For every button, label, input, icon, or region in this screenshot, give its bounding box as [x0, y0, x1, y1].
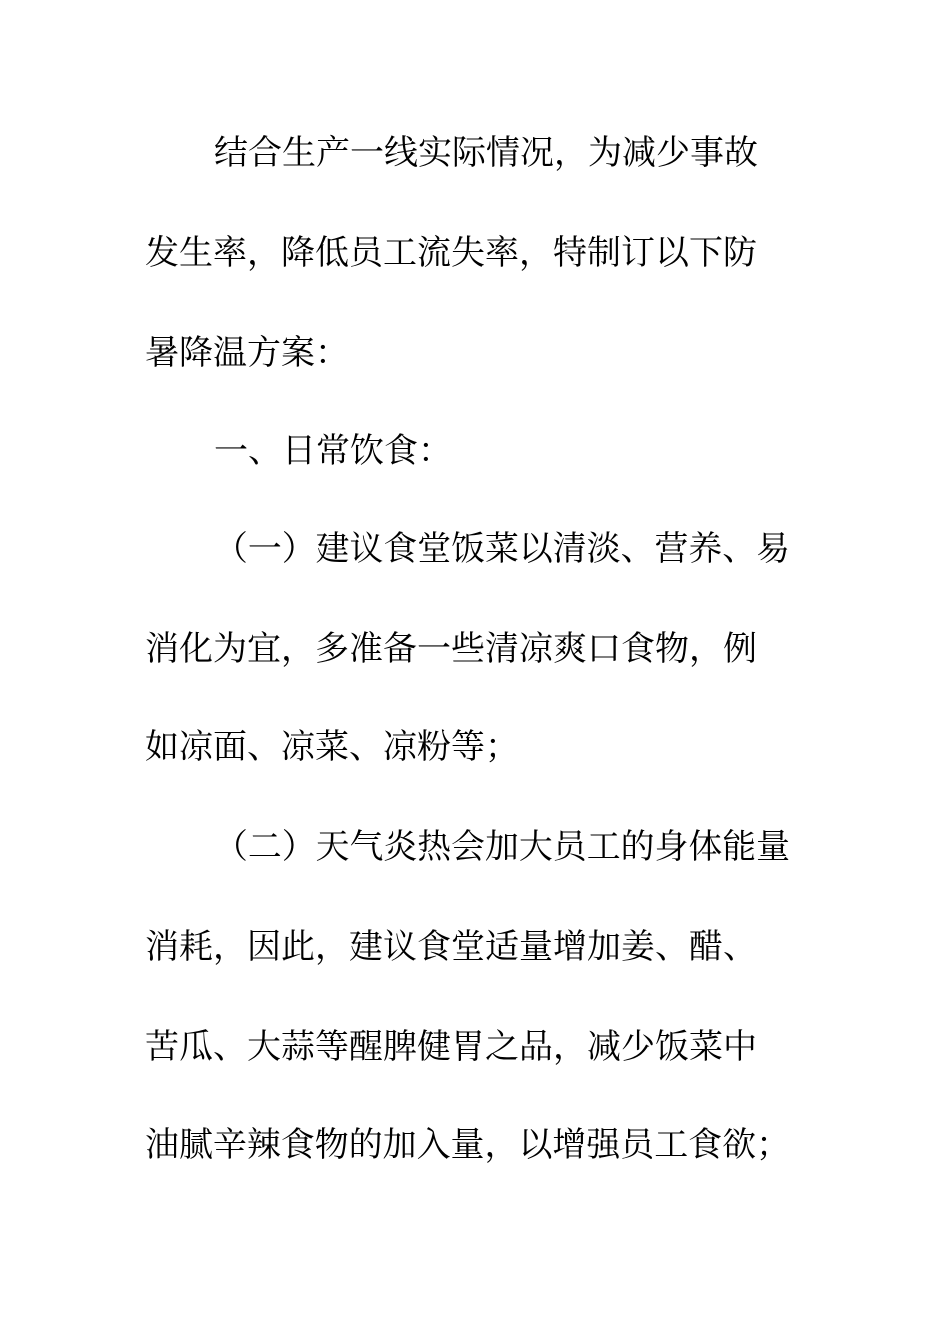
line-text: 暑降温方案： — [145, 333, 349, 373]
document-line-9 — [0, 922, 950, 972]
document-line-7 — [0, 722, 950, 772]
document-line-3 — [0, 328, 950, 378]
line-text: （一）建议食堂饭菜以清淡、营养、易 — [214, 529, 790, 569]
line-text: 苦瓜、大蒜等醒脾健胃之品，减少饭菜中 — [145, 1027, 757, 1067]
line-text: 结合生产一线实际情况，为减少事故 — [214, 133, 758, 173]
line-text: 消耗，因此，建议食堂适量增加姜、醋、 — [145, 927, 757, 967]
section-heading — [0, 426, 950, 476]
document-line-8 — [0, 822, 950, 872]
line-text: 如凉面、凉菜、凉粉等； — [145, 727, 519, 767]
document-line-5 — [0, 524, 950, 574]
line-text: （二）天气炎热会加大员工的身体能量 — [214, 827, 790, 867]
document-line-6 — [0, 624, 950, 674]
line-text: 一、日常饮食： — [214, 431, 452, 471]
line-text: 发生率，降低员工流失率，特制订以下防 — [145, 233, 757, 273]
document-line-2 — [0, 228, 950, 278]
document-line-1 — [0, 128, 950, 178]
line-text: 油腻辛辣食物的加入量，以增强员工食欲； — [145, 1125, 791, 1165]
document-line-11 — [0, 1120, 950, 1170]
line-text: 消化为宜，多准备一些清凉爽口食物，例 — [145, 629, 757, 669]
document-line-10 — [0, 1022, 950, 1072]
